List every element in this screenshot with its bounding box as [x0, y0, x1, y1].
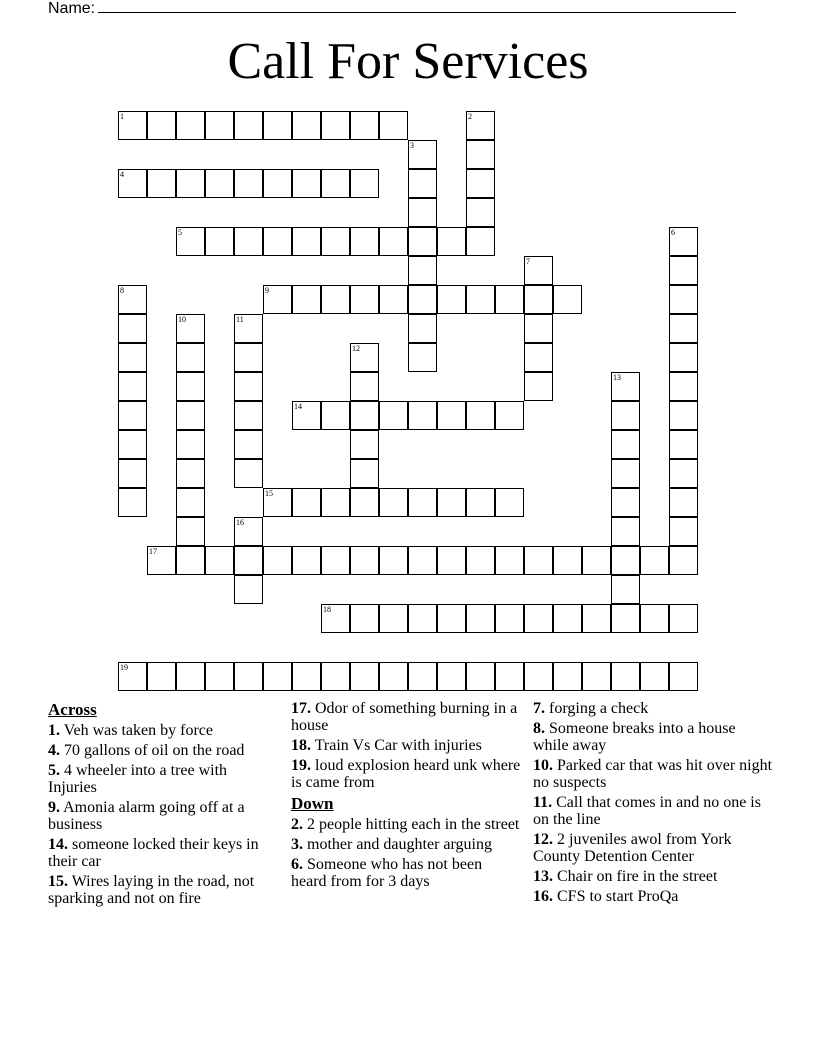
grid-cell[interactable] [118, 285, 147, 314]
clue-across-18: 18. Train Vs Car with injuries [291, 737, 482, 754]
grid-cell[interactable] [350, 343, 379, 372]
clue-number: 8 [120, 286, 124, 295]
grid-cell[interactable] [524, 546, 553, 575]
clues-column-1 [48, 700, 278, 910]
clue-across-4: 4. 70 gallons of oil on the road [48, 742, 245, 759]
grid-cell[interactable] [350, 227, 379, 256]
grid-cell[interactable] [379, 227, 408, 256]
grid-cell[interactable] [118, 430, 147, 459]
grid-cell[interactable] [669, 430, 698, 459]
clue-number: 7 [526, 257, 530, 266]
grid-cell[interactable] [611, 372, 640, 401]
clue-number: 2 [468, 112, 472, 121]
clue-down-10: 10. Parked car that was hit over night no suspects [533, 757, 773, 791]
grid-cell[interactable] [234, 575, 263, 604]
clue-across-17: 17. Odor of something burning in a house [291, 700, 518, 734]
grid-cell[interactable] [611, 517, 640, 546]
grid-cell[interactable] [466, 227, 495, 256]
grid-cell[interactable] [292, 546, 321, 575]
grid-cell[interactable] [611, 546, 640, 575]
grid-cell[interactable] [379, 285, 408, 314]
grid-cell[interactable] [263, 285, 292, 314]
grid-cell[interactable] [234, 227, 263, 256]
grid-cell[interactable] [379, 546, 408, 575]
grid-cell[interactable] [176, 488, 205, 517]
grid-cell[interactable] [234, 401, 263, 430]
across-heading: Across [48, 700, 97, 719]
clue-number: 12 [352, 344, 360, 353]
grid-cell[interactable] [466, 401, 495, 430]
grid-cell[interactable] [524, 372, 553, 401]
grid-cell[interactable] [118, 372, 147, 401]
clue-down-16: 16. CFS to start ProQa [533, 888, 679, 905]
clue-across-5: 5. 4 wheeler into a tree with Injuries [48, 762, 228, 796]
grid-cell[interactable] [524, 343, 553, 372]
grid-cell[interactable] [611, 575, 640, 604]
grid-cell[interactable] [234, 662, 263, 691]
grid-cell[interactable] [234, 169, 263, 198]
grid-cell[interactable] [495, 662, 524, 691]
grid-cell[interactable] [408, 604, 437, 633]
grid-cell[interactable] [524, 314, 553, 343]
grid-cell[interactable] [437, 285, 466, 314]
clue-number: 15 [265, 489, 273, 498]
grid-cell[interactable] [669, 459, 698, 488]
clue-number: 9 [265, 286, 269, 295]
clue-number: 11 [236, 315, 244, 324]
grid-cell[interactable] [408, 285, 437, 314]
grid-cell[interactable] [437, 662, 466, 691]
grid-cell[interactable] [176, 546, 205, 575]
grid-cell[interactable] [234, 459, 263, 488]
grid-cell[interactable] [321, 546, 350, 575]
grid-cell[interactable] [292, 111, 321, 140]
grid-cell[interactable] [234, 546, 263, 575]
grid-cell[interactable] [611, 459, 640, 488]
grid-cell[interactable] [379, 662, 408, 691]
grid-cell[interactable] [669, 256, 698, 285]
down-heading: Down [291, 794, 334, 813]
grid-cell[interactable] [524, 604, 553, 633]
grid-cell[interactable] [292, 401, 321, 430]
grid-cell[interactable] [466, 111, 495, 140]
grid-cell[interactable] [321, 604, 350, 633]
clue-number: 4 [120, 170, 124, 179]
grid-cell[interactable] [553, 546, 582, 575]
grid-cell[interactable] [495, 546, 524, 575]
grid-cell[interactable] [669, 604, 698, 633]
clue-across-1: 1. Veh was taken by force [48, 722, 213, 739]
grid-cell[interactable] [205, 662, 234, 691]
grid-cell[interactable] [350, 430, 379, 459]
grid-cell[interactable] [640, 662, 669, 691]
grid-cell[interactable] [118, 111, 147, 140]
clue-number: 16 [236, 518, 244, 527]
grid-cell[interactable] [408, 198, 437, 227]
clue-across-14: 14. someone locked their keys in their car [48, 836, 259, 870]
grid-cell[interactable] [234, 111, 263, 140]
clue-down-8: 8. Someone breaks into a house while away [533, 720, 736, 754]
grid-cell[interactable] [408, 140, 437, 169]
grid-cell[interactable] [466, 140, 495, 169]
grid-cell[interactable] [669, 372, 698, 401]
grid-cell[interactable] [379, 401, 408, 430]
grid-cell[interactable] [350, 169, 379, 198]
grid-cell[interactable] [176, 401, 205, 430]
grid-cell[interactable] [176, 169, 205, 198]
clue-down-11: 11. Call that comes in and no one is on the line [533, 794, 761, 828]
grid-cell[interactable] [350, 488, 379, 517]
grid-cell[interactable] [263, 111, 292, 140]
grid-cell[interactable] [147, 111, 176, 140]
grid-cell[interactable] [176, 662, 205, 691]
grid-cell[interactable] [118, 662, 147, 691]
clue-down-12: 12. 2 juveniles awol from York County Detention Center [533, 831, 732, 865]
grid-cell[interactable] [582, 662, 611, 691]
clue-down-2: 2. 2 people hitting each in the street [291, 816, 520, 833]
grid-cell[interactable] [234, 430, 263, 459]
grid-cell[interactable] [234, 314, 263, 343]
grid-cell[interactable] [669, 227, 698, 256]
grid-cell[interactable] [350, 604, 379, 633]
grid-cell[interactable] [321, 401, 350, 430]
clue-number: 13 [613, 373, 621, 382]
grid-cell[interactable] [466, 169, 495, 198]
clue-down-3: 3. mother and daughter arguing [291, 836, 492, 853]
grid-cell[interactable] [350, 372, 379, 401]
grid-cell[interactable] [611, 488, 640, 517]
grid-cell[interactable] [669, 401, 698, 430]
grid-cell[interactable] [176, 343, 205, 372]
grid-cell[interactable] [292, 169, 321, 198]
grid-cell[interactable] [669, 517, 698, 546]
grid-cell[interactable] [524, 256, 553, 285]
grid-cell[interactable] [350, 546, 379, 575]
grid-cell[interactable] [611, 604, 640, 633]
grid-cell[interactable] [118, 401, 147, 430]
grid-cell[interactable] [408, 227, 437, 256]
grid-cell[interactable] [408, 546, 437, 575]
grid-cell[interactable] [495, 488, 524, 517]
grid-cell[interactable] [176, 430, 205, 459]
clue-number: 17 [149, 547, 157, 556]
grid-cell[interactable] [176, 314, 205, 343]
grid-cell[interactable] [640, 604, 669, 633]
grid-cell[interactable] [205, 227, 234, 256]
grid-cell[interactable] [263, 662, 292, 691]
grid-cell[interactable] [321, 169, 350, 198]
clue-down-13: 13. Chair on fire in the street [533, 868, 718, 885]
grid-cell[interactable] [466, 285, 495, 314]
grid-cell[interactable] [205, 546, 234, 575]
grid-cell[interactable] [263, 546, 292, 575]
grid-cell[interactable] [495, 604, 524, 633]
clue-across-19: 19. loud explosion heard unk where is came from [291, 757, 521, 791]
grid-cell[interactable] [408, 314, 437, 343]
grid-cell[interactable] [408, 256, 437, 285]
clue-across-9: 9. Amonia alarm going off at a business [48, 799, 245, 833]
grid-cell[interactable] [669, 546, 698, 575]
grid-cell[interactable] [350, 459, 379, 488]
grid-cell[interactable] [263, 227, 292, 256]
grid-cell[interactable] [292, 227, 321, 256]
grid-cell[interactable] [234, 343, 263, 372]
grid-cell[interactable] [437, 488, 466, 517]
grid-cell[interactable] [466, 662, 495, 691]
clue-down-7: 7. forging a check [533, 700, 649, 717]
grid-cell[interactable] [582, 604, 611, 633]
grid-cell[interactable] [669, 314, 698, 343]
grid-cell[interactable] [234, 517, 263, 546]
clue-number: 5 [178, 228, 182, 237]
grid-cell[interactable] [553, 285, 582, 314]
grid-cell[interactable] [321, 227, 350, 256]
grid-cell[interactable] [524, 285, 553, 314]
grid-cell[interactable] [379, 488, 408, 517]
grid-cell[interactable] [640, 546, 669, 575]
clue-across-15: 15. Wires laying in the road, not sparking and not on fire [48, 873, 255, 907]
grid-cell[interactable] [553, 662, 582, 691]
grid-cell[interactable] [350, 401, 379, 430]
grid-cell[interactable] [176, 459, 205, 488]
grid-cell[interactable] [669, 285, 698, 314]
clue-number: 18 [323, 605, 331, 614]
grid-cell[interactable] [176, 111, 205, 140]
grid-cell[interactable] [205, 111, 234, 140]
grid-cell[interactable] [611, 430, 640, 459]
grid-cell[interactable] [350, 285, 379, 314]
grid-cell[interactable] [263, 488, 292, 517]
grid-cell[interactable] [524, 662, 553, 691]
grid-cell[interactable] [321, 285, 350, 314]
grid-cell[interactable] [350, 662, 379, 691]
grid-cell[interactable] [466, 546, 495, 575]
grid-cell[interactable] [118, 343, 147, 372]
grid-cell[interactable] [292, 285, 321, 314]
grid-cell[interactable] [611, 662, 640, 691]
grid-cell[interactable] [321, 488, 350, 517]
grid-cell[interactable] [118, 459, 147, 488]
grid-cell[interactable] [234, 372, 263, 401]
grid-cell[interactable] [437, 401, 466, 430]
grid-cell[interactable] [582, 546, 611, 575]
grid-cell[interactable] [321, 111, 350, 140]
grid-cell[interactable] [379, 111, 408, 140]
grid-cell[interactable] [437, 546, 466, 575]
grid-cell[interactable] [466, 604, 495, 633]
clue-number: 6 [671, 228, 675, 237]
grid-cell[interactable] [147, 546, 176, 575]
clue-number: 3 [410, 141, 414, 150]
grid-cell[interactable] [176, 372, 205, 401]
clue-down-6: 6. Someone who has not been heard from for 3 days [291, 856, 483, 890]
grid-cell[interactable] [292, 662, 321, 691]
name-label: Name: [48, 0, 96, 17]
grid-cell[interactable] [408, 401, 437, 430]
grid-cell[interactable] [292, 488, 321, 517]
grid-cell[interactable] [118, 488, 147, 517]
grid-cell[interactable] [118, 169, 147, 198]
grid-cell[interactable] [669, 488, 698, 517]
grid-cell[interactable] [466, 198, 495, 227]
grid-cell[interactable] [147, 662, 176, 691]
grid-cell[interactable] [176, 517, 205, 546]
clue-number: 14 [294, 402, 302, 411]
grid-cell[interactable] [495, 285, 524, 314]
clue-number: 10 [178, 315, 186, 324]
page-title: Call For Services [227, 33, 589, 90]
grid-cell[interactable] [379, 604, 408, 633]
clues-column-3 [533, 700, 773, 908]
grid-cell[interactable] [553, 604, 582, 633]
clue-number: 19 [120, 663, 128, 672]
grid-cell[interactable] [118, 314, 147, 343]
grid-cell[interactable] [408, 488, 437, 517]
clue-number: 1 [120, 112, 124, 121]
grid-cell[interactable] [205, 169, 234, 198]
grid-cell[interactable] [495, 401, 524, 430]
grid-cell[interactable] [321, 662, 350, 691]
grid-cell[interactable] [147, 169, 176, 198]
grid-cell[interactable] [669, 343, 698, 372]
grid-cell[interactable] [408, 662, 437, 691]
grid-cell[interactable] [263, 169, 292, 198]
grid-cell[interactable] [176, 227, 205, 256]
grid-cell[interactable] [437, 227, 466, 256]
grid-cell[interactable] [611, 401, 640, 430]
grid-cell[interactable] [408, 169, 437, 198]
clues-column-2 [291, 700, 521, 893]
grid-cell[interactable] [437, 604, 466, 633]
grid-cell[interactable] [350, 111, 379, 140]
grid-cell[interactable] [408, 343, 437, 372]
grid-cell[interactable] [466, 488, 495, 517]
grid-cell[interactable] [669, 662, 698, 691]
